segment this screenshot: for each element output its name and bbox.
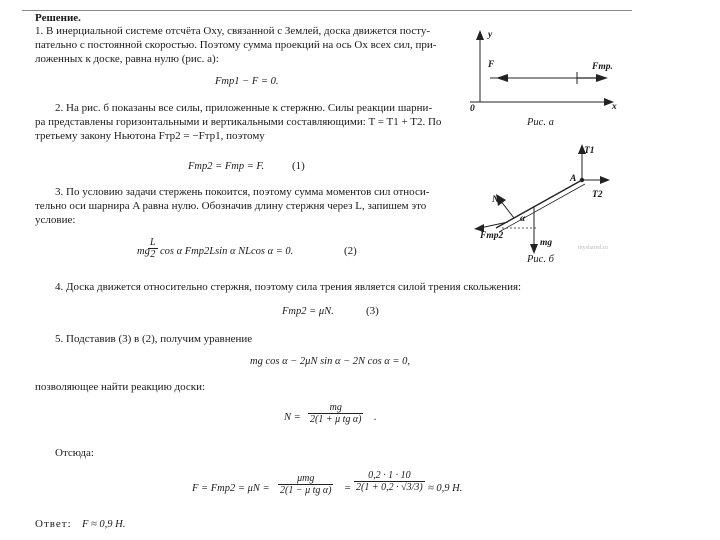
- s5-n-den: 2(1 + μ tg α): [310, 414, 362, 425]
- s6-f1-den: 2(1 − μ tg α): [280, 485, 332, 496]
- s6-result: ≈ 0,9 Н.: [428, 483, 463, 494]
- fig-b-ftr2-label: Fтр2: [480, 231, 504, 241]
- s3-eq-rest: cos α Fтр2Lsin α NLcos α = 0.: [160, 246, 294, 257]
- solution-heading: Решение.: [35, 12, 81, 24]
- s6-lhs: F = Fтр2 = μN =: [192, 483, 270, 494]
- s2-eq-number: (1): [292, 160, 305, 172]
- fig-b-n-label: N: [492, 195, 499, 205]
- answer-label: Ответ:: [35, 518, 72, 530]
- fig-b-a-label: A: [570, 174, 577, 184]
- fig-b-t2-arrowhead: [600, 176, 610, 184]
- top-rule: [22, 10, 632, 11]
- s6-fraction1: [278, 473, 333, 496]
- fig-a-caption: Рис. а: [527, 117, 554, 128]
- fig-b-rod-edge: [499, 184, 585, 232]
- fig-a-origin-label: 0: [470, 104, 475, 114]
- s3-eq-number: (2): [344, 245, 357, 257]
- s3-frac-num: L: [150, 237, 156, 248]
- s1-line1: 1. В инерциальной системе отсчёта Oxy, связанной с Землей, доска движется посту-: [35, 25, 431, 37]
- s5-line1: 5. Подставив (3) в (2), получим уравнение: [55, 333, 253, 345]
- fig-a-ftr-label: Fтр.: [592, 62, 613, 72]
- s4-line1: 4. Доска движется относительно стержня, поэтому сила трения является силой трения скольжения:: [55, 281, 522, 293]
- s2-line3: третьему закону Ньютона Fтр2 = −Fтр1, поэтому: [35, 130, 265, 142]
- fig-b-ftr2-vector: [480, 222, 508, 228]
- s4-equation: Fтр2 = μN.: [282, 306, 334, 317]
- s1-line3: ложенных к доске, равна нулю (рис. а):: [35, 53, 219, 65]
- fig-a-f-label: F: [488, 60, 495, 70]
- figure-a: [462, 30, 622, 120]
- s5-equation: mg cos α − 2μN sin α − 2N cos α = 0,: [250, 356, 411, 367]
- s2-equation: Fтр2 = Fтр = F.: [188, 161, 265, 172]
- answer-value: F ≈ 0,9 Н.: [82, 519, 126, 530]
- s1-line2: пательно с постоянной скоростью. Поэтому сумма проекций на ось Ox всех сил, при-: [35, 39, 437, 51]
- s6-f2-den: 2(1 + 0,2 · √3/3): [356, 482, 423, 493]
- fig-b-mg-label: mg: [540, 238, 553, 248]
- s3-eq-fraction: [148, 237, 158, 260]
- fig-a-ftr-arrowhead: [596, 74, 608, 82]
- s6-f1-num: μmg: [278, 473, 333, 485]
- fig-b-caption: Рис. б: [527, 254, 554, 265]
- s5-n-end: .: [374, 412, 377, 423]
- s3-line1: 3. По условию задачи стержень покоится, поэтому сумма моментов сил относи-: [55, 186, 430, 198]
- s5-n-lhs: N =: [284, 412, 301, 423]
- fig-a-y-arrowhead: [476, 30, 484, 40]
- fig-a-y-label: y: [488, 30, 493, 40]
- s3-line2: тельно оси шарнира A равна нулю. Обозначив длину стержня через L, запишем это: [35, 200, 427, 212]
- fig-b-mg-arrowhead: [530, 244, 538, 254]
- s5-n-num: mg: [308, 402, 363, 414]
- fig-b-t2-label: T2: [592, 190, 603, 200]
- fig-a-x-label: x: [612, 102, 617, 112]
- s2-line1: 2. На рис. б показаны все силы, приложенные к стержню. Силы реакции шарни-: [55, 102, 433, 114]
- fig-b-rod: [496, 180, 582, 228]
- s2-line2: ра представлены горизонтальными и вертикальными составляющими: T = T1 + T2. По: [35, 116, 442, 128]
- s5-line2: позволяющее найти реакцию доски:: [35, 381, 206, 393]
- s6-fraction2: [354, 470, 425, 493]
- s4-eq-number: (3): [366, 305, 379, 317]
- s6-eq-sign: =: [344, 483, 352, 494]
- fig-b-t1-label: T1: [584, 146, 595, 156]
- s3-eq-mg: mg: [137, 246, 150, 257]
- s3-frac-den: 2: [150, 249, 156, 260]
- s3-line3: условие:: [35, 214, 76, 226]
- s5-n-fraction: [308, 402, 363, 425]
- s1-equation: Fтр1 − F = 0.: [215, 76, 279, 87]
- watermark: myshared.ru: [578, 245, 608, 251]
- s6-f2-num: 0,2 · 1 · 10: [354, 470, 425, 482]
- fig-a-f-arrowhead: [496, 74, 508, 82]
- fig-b-alpha-label: α: [520, 214, 526, 224]
- s6-line1: Отсюда:: [55, 447, 94, 459]
